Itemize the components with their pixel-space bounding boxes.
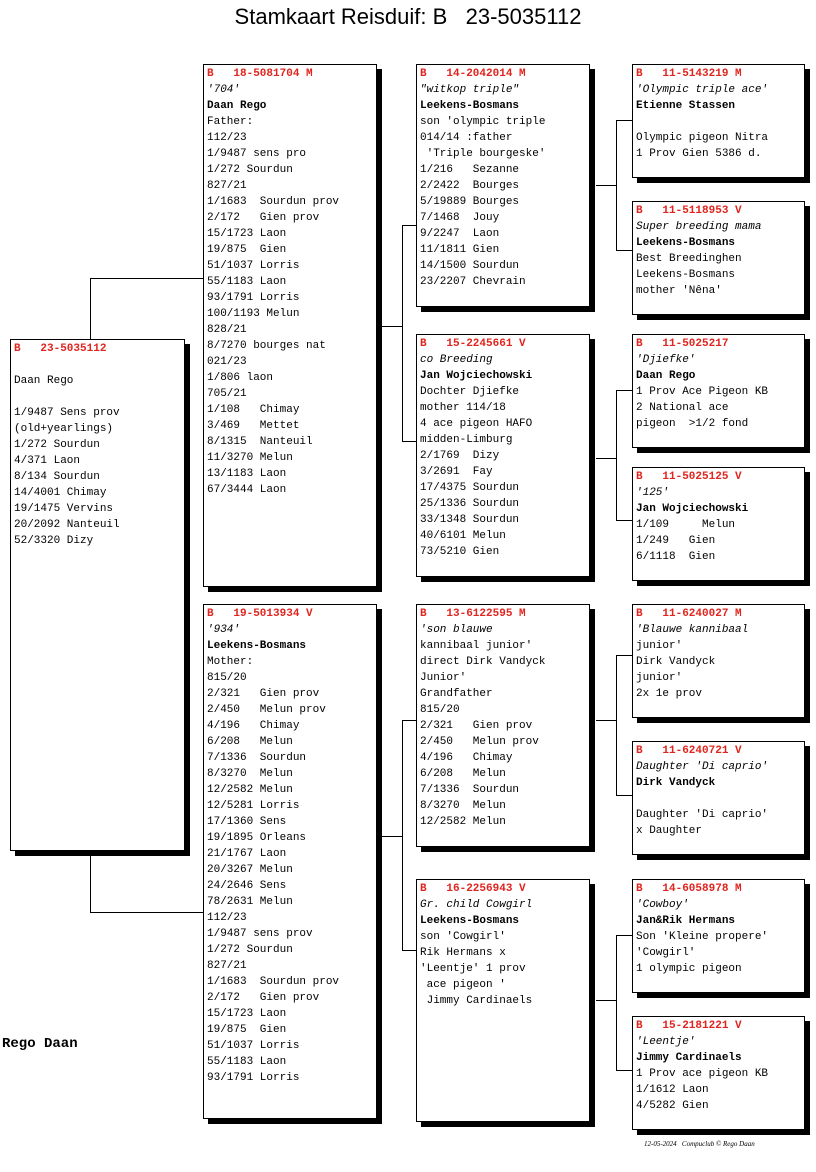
pedigree-line: direct Dirk Vandyck (420, 656, 546, 668)
pedigree-line: Mother: (207, 656, 254, 668)
pedigree-line: 55/1183 Laon (207, 276, 287, 288)
pigeon-name: 'Olympic triple ace' (636, 84, 769, 96)
pedigree-line: 2/450 Melun prov (207, 704, 326, 716)
pedigree-line: 2 National ace (636, 402, 729, 414)
pigeon-owner: Leekens-Bosmans (420, 915, 520, 927)
pedigree-line: 6/208 Melun (207, 736, 293, 748)
pedigree-line: 40/6101 Melun (420, 530, 506, 542)
pedigree-line: 827/21 (207, 180, 247, 192)
pedigree-line: junior' (636, 672, 683, 684)
pedigree-line: 8/1315 Nanteuil (207, 436, 313, 448)
ring-number: B 11-5143219 M (636, 68, 742, 80)
pedigree-line: 2/172 Gien prov (207, 212, 320, 224)
pigeon-owner: Jan Wojciechowski (420, 370, 533, 382)
pigeon-name: 'Blauwe kannibaal (636, 624, 749, 636)
ring-number: B 11-5025217 (636, 338, 729, 350)
pedigree-line: 815/20 (207, 672, 247, 684)
pigeon-owner: Leekens-Bosmans (636, 237, 736, 249)
pedigree-line: 11/3270 Melun (207, 452, 293, 464)
pedigree-line: 78/2631 Melun (207, 896, 293, 908)
connector-line (596, 185, 616, 186)
pedigree-line: 19/1895 Orleans (207, 832, 307, 844)
pedigree-line: 12/2582 Melun (207, 784, 293, 796)
connector-line (616, 250, 632, 251)
pedigree-line: 20/3267 Melun (207, 864, 293, 876)
pigeon-card-ff-father (632, 64, 805, 178)
pedigree-line: junior' (636, 640, 683, 652)
pedigree-line: (old+yearlings) (14, 423, 114, 435)
pedigree-line: 14/4001 Chimay (14, 487, 107, 499)
pedigree-line: 1/272 Sourdun (207, 944, 293, 956)
pedigree-line: 2/450 Melun prov (420, 736, 539, 748)
pigeon-card-fm-mother (632, 467, 805, 581)
pigeon-owner: Leekens-Bosmans (207, 640, 307, 652)
pedigree-line: 25/1336 Sourdun (420, 498, 520, 510)
pedigree-line: 24/2646 Sens (207, 880, 287, 892)
connector-line (402, 441, 416, 442)
pedigree-line: 2/321 Gien prov (207, 688, 320, 700)
pedigree-line: 1 Prov ace pigeon KB (636, 1068, 769, 1080)
connector-line (596, 720, 616, 721)
pigeon-card-mf-father (632, 604, 805, 718)
ring-number: B 14-2042014 M (420, 68, 526, 80)
connector-line (596, 1000, 616, 1001)
pigeon-card-fm-father (632, 334, 805, 448)
pedigree-line: 1/249 Gien (636, 535, 716, 547)
pigeon-name: Super breeding mama (636, 221, 762, 233)
pedigree-line: 93/1791 Lorris (207, 1072, 300, 1084)
pedigree-line: 1/9487 Sens prov (14, 407, 120, 419)
pedigree-line: 9/2247 Laon (420, 228, 500, 240)
pigeon-name: 'son blauwe (420, 624, 493, 636)
pedigree-line: 1/272 Sourdun (14, 439, 100, 451)
pigeon-card-mother (203, 604, 377, 1119)
pedigree-line: 'Cowgirl' (636, 947, 696, 959)
pedigree-line: Son 'Kleine propere' (636, 931, 769, 943)
ring-number: B 11-5118953 V (636, 205, 742, 217)
connector-line (616, 120, 617, 250)
pedigree-line: 8/3270 Melun (420, 800, 506, 812)
connector-line (616, 120, 632, 121)
pedigree-line: 1/1683 Sourdun prov (207, 976, 340, 988)
pedigree-line (636, 114, 801, 130)
pedigree-line: 19/1475 Vervins (14, 503, 114, 515)
pigeon-owner: Daan Rego (207, 100, 267, 112)
pedigree-line: 705/21 (207, 388, 247, 400)
ring-number: B 13-6122595 M (420, 608, 526, 620)
pedigree-line: 1 Prov Ace Pigeon KB (636, 386, 769, 398)
pedigree-line: 'Leentje' 1 prov (420, 963, 526, 975)
pedigree-line: 6/208 Melun (420, 768, 506, 780)
pedigree-line: 1/9487 sens pro (207, 148, 307, 160)
pigeon-name: co Breeding (420, 354, 493, 366)
connector-line (616, 390, 632, 391)
pedigree-line: 8/134 Sourdun (14, 471, 100, 483)
pedigree-line: Daan Rego (14, 375, 74, 387)
ring-number: B 23-5035112 (14, 343, 107, 355)
pedigree-line: 12/2582 Melun (420, 816, 506, 828)
pedigree-line: 93/1791 Lorris (207, 292, 300, 304)
connector-line (402, 225, 403, 441)
pedigree-line: 'Triple bourgeske' (420, 148, 546, 160)
pedigree-line: 014/14 :father (420, 132, 513, 144)
pedigree-line: 1 olympic pigeon (636, 963, 742, 975)
spacer (14, 357, 181, 373)
pigeon-name: '125' (636, 487, 670, 499)
pedigree-line: 1/1683 Sourdun prov (207, 196, 340, 208)
pigeon-card-subject (10, 339, 185, 851)
pedigree-line: 73/5210 Gien (420, 546, 500, 558)
pigeon-name: '704' (207, 84, 241, 96)
pedigree-line: 13/1183 Laon (207, 468, 287, 480)
ring-number: B 11-6240027 M (636, 608, 742, 620)
pedigree-line: son 'Cowgirl' (420, 931, 506, 943)
pedigree-line: 828/21 (207, 324, 247, 336)
pedigree-line: 51/1037 Lorris (207, 260, 300, 272)
pedigree-line: 17/1360 Sens (207, 816, 287, 828)
connector-line (90, 278, 203, 279)
pigeon-name: 'Leentje' (636, 1036, 696, 1048)
connector-line (616, 935, 632, 936)
pedigree-line: mother 'Nêna' (636, 285, 722, 297)
pigeon-card-mm-father (632, 879, 805, 993)
pedigree-line: son 'olympic triple (420, 116, 546, 128)
connector-line (90, 851, 91, 912)
pedigree-line: 1/9487 sens prov (207, 928, 313, 940)
pigeon-card-mother-father (416, 604, 590, 847)
pedigree-line: 4/196 Chimay (420, 752, 513, 764)
pedigree-line: 11/1811 Gien (420, 244, 500, 256)
pedigree-line: x Daughter (636, 825, 703, 837)
pedigree-line: 7/1336 Sourdun (207, 752, 307, 764)
pedigree-line: 52/3320 Dizy (14, 535, 94, 547)
pedigree-line: mother 114/18 (420, 402, 506, 414)
pedigree-line: 33/1348 Sourdun (420, 514, 520, 526)
pedigree-line: 4/5282 Gien (636, 1100, 709, 1112)
pigeon-name: 'Cowboy' (636, 899, 689, 911)
pigeon-card-ff-mother (632, 201, 805, 315)
pedigree-line: 67/3444 Laon (207, 484, 287, 496)
pedigree-line: Grandfather (420, 688, 493, 700)
pigeon-owner: Daan Rego (636, 370, 696, 382)
connector-line (90, 912, 203, 913)
pigeon-name: "witkop triple" (420, 84, 520, 96)
pedigree-line: 1/108 Chimay (207, 404, 300, 416)
pedigree-line: 8/3270 Melun (207, 768, 293, 780)
pedigree-line: 4/196 Chimay (207, 720, 300, 732)
pedigree-line: 51/1037 Lorris (207, 1040, 300, 1052)
pedigree-line: 112/23 (207, 132, 247, 144)
pedigree-line: Leekens-Bosmans (636, 269, 736, 281)
page-title: Stamkaart Reisduif: B 23-5035112 (234, 4, 582, 29)
pigeon-name: '934' (207, 624, 241, 636)
pedigree-line: 021/23 (207, 356, 247, 368)
pedigree-line: 23/2207 Chevrain (420, 276, 526, 288)
pedigree-line (14, 389, 181, 405)
pedigree-line: Daughter 'Di caprio' (636, 809, 769, 821)
pedigree-line: 19/875 Gien (207, 244, 287, 256)
pedigree-line: 2/2422 Bourges (420, 180, 520, 192)
pedigree-line: 6/1118 Gien (636, 551, 716, 563)
pedigree-line: 1/806 laon (207, 372, 274, 384)
pigeon-owner: Leekens-Bosmans (420, 100, 520, 112)
pedigree-line: Rik Hermans x (420, 947, 506, 959)
pedigree-line: 3/2691 Fay (420, 466, 493, 478)
pigeon-owner: Jimmy Cardinaels (636, 1052, 742, 1064)
connector-line (616, 655, 617, 795)
pedigree-line: 1/1612 Laon (636, 1084, 709, 1096)
pedigree-line: 1/272 Sourdun (207, 164, 293, 176)
pedigree-line: 17/4375 Sourdun (420, 482, 520, 494)
connector-line (616, 390, 617, 520)
pedigree-line: Junior' (420, 672, 467, 684)
connector-line (616, 655, 632, 656)
pigeon-name: Daughter 'Di caprio' (636, 761, 769, 773)
pedigree-line: 7/1468 Jouy (420, 212, 500, 224)
pigeon-card-father-mother (416, 334, 590, 577)
connector-line (382, 326, 402, 327)
pigeon-card-father (203, 64, 377, 587)
pigeon-name: 'Djiefke' (636, 354, 696, 366)
pigeon-card-mf-mother (632, 741, 805, 855)
pedigree-line: 55/1183 Laon (207, 1056, 287, 1068)
pigeon-card-mm-mother (632, 1016, 805, 1130)
pedigree-line: 8/7270 bourges nat (207, 340, 326, 352)
ring-number: B 14-6058978 M (636, 883, 742, 895)
pedigree-line: 827/21 (207, 960, 247, 972)
pedigree-line: 100/1193 Melun (207, 308, 300, 320)
ring-number: B 11-6240721 V (636, 745, 742, 757)
pedigree-line: 15/1723 Laon (207, 1008, 287, 1020)
pedigree-line: 2/1769 Dizy (420, 450, 500, 462)
connector-line (402, 720, 403, 950)
pedigree-line: ace pigeon ' (420, 979, 506, 991)
pedigree-line: 14/1500 Sourdun (420, 260, 520, 272)
connector-line (402, 950, 416, 951)
ring-number: B 16-2256943 V (420, 883, 526, 895)
pedigree-line: 21/1767 Laon (207, 848, 287, 860)
ring-number: B 19-5013934 V (207, 608, 313, 620)
connector-line (616, 795, 632, 796)
connector-line (382, 836, 402, 837)
pedigree-line: 7/1336 Sourdun (420, 784, 520, 796)
pedigree-line: 3/469 Mettet (207, 420, 300, 432)
pedigree-line: 4 ace pigeon HAFO (420, 418, 533, 430)
pedigree-line: Father: (207, 116, 254, 128)
footer-credit: 12-05-2024 Compuclub © Rego Daan (644, 1140, 755, 1148)
pedigree-line: kannibaal junior' (420, 640, 533, 652)
pedigree-line: 20/2092 Nanteuil (14, 519, 120, 531)
pedigree-line: 815/20 (420, 704, 460, 716)
pigeon-owner: Jan&Rik Hermans (636, 915, 736, 927)
pedigree-line: 2x 1e prov (636, 688, 703, 700)
pedigree-line: Olympic pigeon Nitra (636, 132, 769, 144)
connector-line (616, 1070, 632, 1071)
pedigree-line: 1/109 Melun (636, 519, 736, 531)
pigeon-card-mother-mother (416, 879, 590, 1122)
pedigree-line: 12/5281 Lorris (207, 800, 300, 812)
pedigree-line: 4/371 Laon (14, 455, 81, 467)
pedigree-line: Dirk Vandyck (636, 656, 716, 668)
pedigree-line: Best Breedinghen (636, 253, 742, 265)
pigeon-owner: Jan Wojciechowski (636, 503, 749, 515)
ring-number: B 18-5081704 M (207, 68, 313, 80)
connector-line (616, 935, 617, 1070)
pedigree-line (636, 791, 801, 807)
pedigree-line: 15/1723 Laon (207, 228, 287, 240)
pigeon-owner: Etienne Stassen (636, 100, 736, 112)
pigeon-name: Gr. child Cowgirl (420, 899, 533, 911)
connector-line (616, 520, 632, 521)
pedigree-line: 1 Prov Gien 5386 d. (636, 148, 762, 160)
connector-line (90, 278, 91, 339)
ring-number: B 15-2245661 V (420, 338, 526, 350)
pedigree-line: Dochter Djiefke (420, 386, 520, 398)
pedigree-line: 19/875 Gien (207, 1024, 287, 1036)
connector-line (402, 225, 416, 226)
pedigree-line: 2/321 Gien prov (420, 720, 533, 732)
pedigree-line: pigeon >1/2 fond (636, 418, 749, 430)
pigeon-owner: Dirk Vandyck (636, 777, 716, 789)
owner-label: Rego Daan (2, 1036, 78, 1052)
connector-line (402, 720, 416, 721)
pedigree-line: 1/216 Sezanne (420, 164, 520, 176)
connector-line (596, 458, 616, 459)
ring-number: B 15-2181221 V (636, 1020, 742, 1032)
pigeon-card-father-father (416, 64, 590, 307)
ring-number: B 11-5025125 V (636, 471, 742, 483)
pedigree-line: 112/23 (207, 912, 247, 924)
pedigree-line: 5/19889 Bourges (420, 196, 520, 208)
pedigree-line: Jimmy Cardinaels (420, 995, 533, 1007)
pedigree-line: 2/172 Gien prov (207, 992, 320, 1004)
pedigree-line: midden-Limburg (420, 434, 513, 446)
